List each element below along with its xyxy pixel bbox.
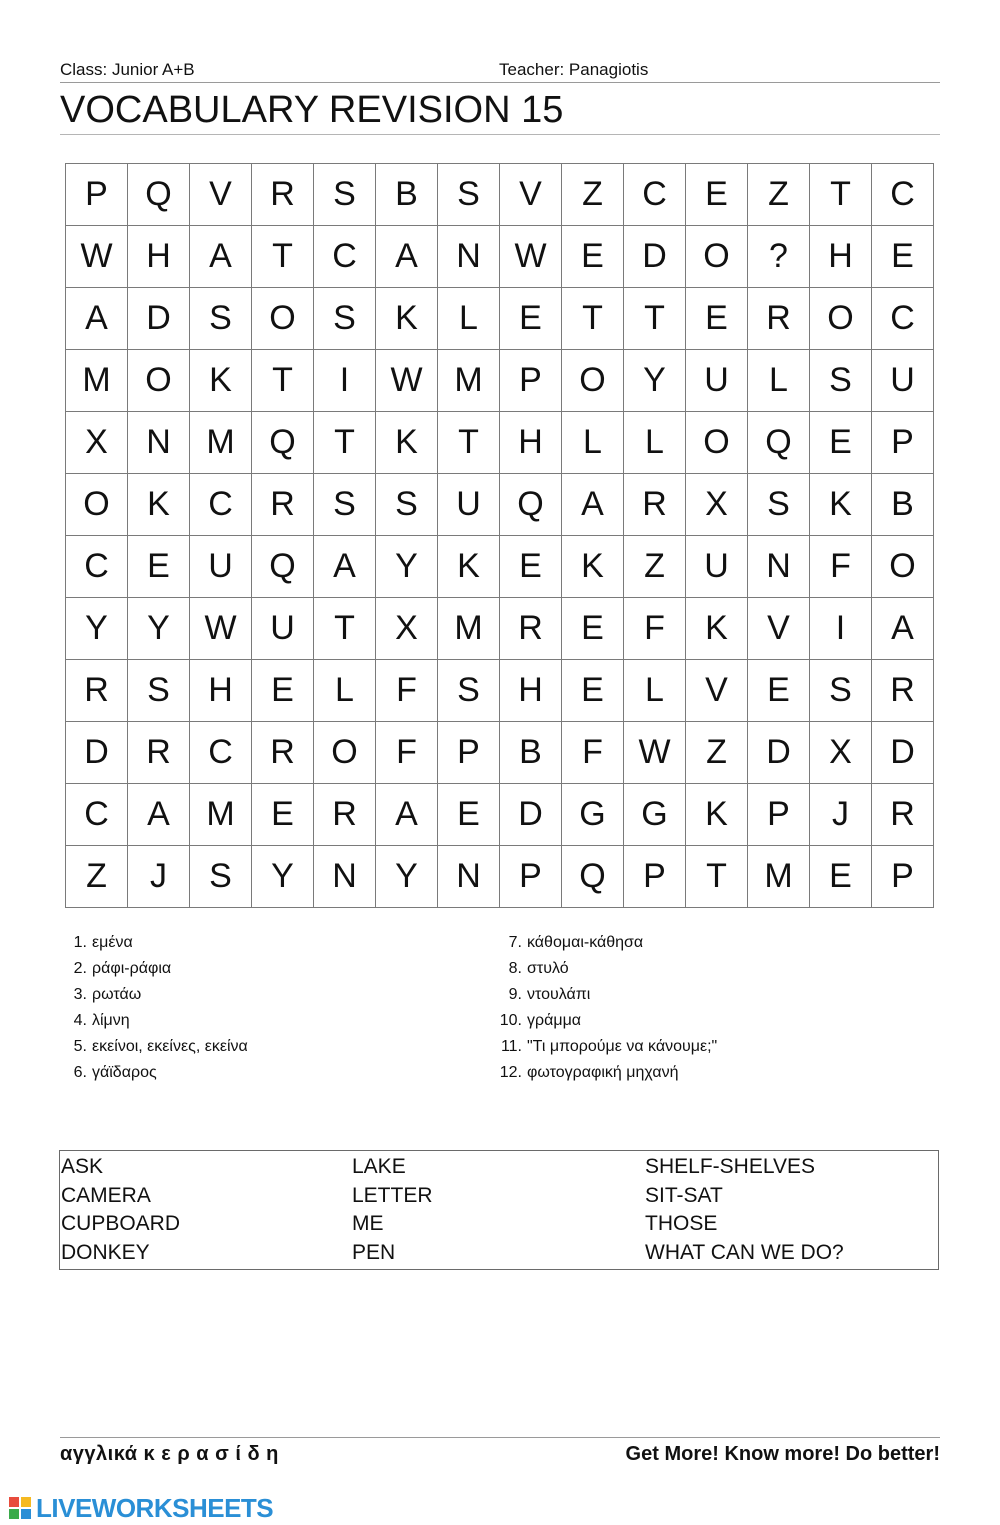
clue-number: 8. bbox=[508, 960, 522, 977]
grid-cell[interactable]: T bbox=[252, 350, 314, 412]
grid-cell[interactable]: S bbox=[190, 846, 252, 908]
clue-number: 5. bbox=[73, 1038, 87, 1055]
grid-cell[interactable]: F bbox=[376, 722, 438, 784]
grid-cell[interactable]: K bbox=[686, 784, 748, 846]
grid-cell[interactable]: A bbox=[872, 598, 934, 660]
grid-cell[interactable]: P bbox=[438, 722, 500, 784]
grid-cell[interactable]: W bbox=[66, 226, 128, 288]
grid-row bbox=[66, 474, 934, 536]
grid-cell[interactable]: F bbox=[810, 536, 872, 598]
grid-cell[interactable]: K bbox=[376, 412, 438, 474]
grid-cell[interactable]: O bbox=[562, 350, 624, 412]
word-bank-word: DONKEY bbox=[61, 1240, 150, 1264]
grid-cell[interactable]: P bbox=[66, 164, 128, 226]
grid-cell[interactable]: R bbox=[252, 474, 314, 536]
grid-cell[interactable]: S bbox=[314, 474, 376, 536]
grid-row bbox=[66, 846, 934, 908]
grid-cell[interactable]: H bbox=[810, 226, 872, 288]
word-bank-column bbox=[645, 1153, 844, 1267]
grid-cell[interactable]: P bbox=[624, 846, 686, 908]
liveworksheets-logo-icon bbox=[8, 1496, 32, 1520]
grid-cell[interactable]: D bbox=[66, 722, 128, 784]
clue-item bbox=[65, 1060, 248, 1086]
grid-cell[interactable]: E bbox=[500, 536, 562, 598]
grid-cell[interactable]: C bbox=[872, 164, 934, 226]
grid-cell[interactable]: Y bbox=[376, 536, 438, 598]
clue-text: λίμνη bbox=[92, 1012, 130, 1029]
grid-cell[interactable]: N bbox=[314, 846, 376, 908]
grid-cell[interactable]: K bbox=[438, 536, 500, 598]
grid-cell[interactable]: U bbox=[686, 350, 748, 412]
clue-item bbox=[500, 1008, 717, 1034]
grid-cell[interactable]: X bbox=[376, 598, 438, 660]
grid-cell[interactable]: C bbox=[66, 536, 128, 598]
grid-cell[interactable]: Z bbox=[562, 164, 624, 226]
grid-cell[interactable]: A bbox=[376, 226, 438, 288]
grid-cell[interactable]: E bbox=[686, 288, 748, 350]
footer-school-name: αγγλικά κ ε ρ α σ ί δ η bbox=[60, 1443, 279, 1465]
grid-cell[interactable]: L bbox=[624, 412, 686, 474]
grid-cell[interactable]: R bbox=[872, 660, 934, 722]
grid-cell[interactable]: O bbox=[252, 288, 314, 350]
grid-cell[interactable]: O bbox=[686, 226, 748, 288]
grid-cell[interactable]: Y bbox=[376, 846, 438, 908]
grid-cell[interactable]: F bbox=[376, 660, 438, 722]
worksheet-header bbox=[60, 60, 940, 83]
grid-cell[interactable]: R bbox=[872, 784, 934, 846]
clue-number: 4. bbox=[73, 1012, 87, 1029]
clue-text: εκείνοι, εκείνες, εκείνα bbox=[92, 1038, 248, 1055]
grid-cell[interactable]: P bbox=[500, 846, 562, 908]
grid-cell[interactable]: A bbox=[66, 288, 128, 350]
clue-text: ρωτάω bbox=[92, 986, 142, 1003]
word-bank-word: ME bbox=[352, 1212, 384, 1235]
grid-cell[interactable]: R bbox=[252, 722, 314, 784]
grid-cell[interactable]: C bbox=[190, 722, 252, 784]
grid-cell[interactable]: T bbox=[252, 226, 314, 288]
grid-cell[interactable]: C bbox=[624, 164, 686, 226]
grid-row bbox=[66, 722, 934, 784]
grid-cell[interactable]: A bbox=[314, 536, 376, 598]
grid-cell[interactable]: E bbox=[872, 226, 934, 288]
grid-row bbox=[66, 536, 934, 598]
grid-cell[interactable]: F bbox=[562, 722, 624, 784]
grid-cell[interactable]: E bbox=[438, 784, 500, 846]
clue-text: γάϊδαρος bbox=[92, 1064, 157, 1081]
grid-cell[interactable]: M bbox=[438, 350, 500, 412]
clue-item bbox=[500, 930, 717, 956]
grid-cell[interactable]: B bbox=[376, 164, 438, 226]
grid-cell[interactable]: N bbox=[438, 226, 500, 288]
clue-item bbox=[500, 1034, 717, 1060]
grid-row bbox=[66, 660, 934, 722]
grid-cell[interactable]: W bbox=[190, 598, 252, 660]
grid-cell[interactable]: E bbox=[252, 784, 314, 846]
grid-cell[interactable]: U bbox=[252, 598, 314, 660]
grid-cell[interactable]: D bbox=[748, 722, 810, 784]
grid-cell[interactable]: E bbox=[748, 660, 810, 722]
word-bank-column bbox=[352, 1153, 433, 1267]
grid-cell[interactable]: Z bbox=[624, 536, 686, 598]
grid-cell[interactable]: J bbox=[128, 846, 190, 908]
liveworksheets-logo[interactable] bbox=[8, 1493, 273, 1523]
clue-text: γράμμα bbox=[527, 1012, 582, 1029]
grid-cell[interactable]: S bbox=[810, 350, 872, 412]
clue-text: "Τι μπορούμε να κάνουμε;" bbox=[527, 1038, 718, 1055]
word-bank-word: CAMERA bbox=[61, 1183, 151, 1207]
word-bank-word: WHAT CAN WE DO? bbox=[645, 1240, 844, 1264]
grid-cell[interactable]: N bbox=[748, 536, 810, 598]
grid-cell[interactable]: L bbox=[748, 350, 810, 412]
clue-item bbox=[65, 1034, 248, 1060]
grid-cell[interactable]: T bbox=[562, 288, 624, 350]
grid-cell[interactable]: F bbox=[624, 598, 686, 660]
grid-row bbox=[66, 226, 934, 288]
grid-cell[interactable]: G bbox=[562, 784, 624, 846]
grid-cell[interactable]: Y bbox=[128, 598, 190, 660]
clue-number: 10. bbox=[499, 1012, 522, 1029]
clue-item bbox=[65, 930, 248, 956]
grid-cell[interactable]: P bbox=[748, 784, 810, 846]
clue-text: στυλό bbox=[527, 960, 569, 977]
grid-cell[interactable]: M bbox=[438, 598, 500, 660]
clue-text: ράφι-ράφια bbox=[92, 960, 172, 977]
teacher-label: Teacher: Panagiotis bbox=[499, 60, 649, 79]
grid-cell[interactable]: U bbox=[438, 474, 500, 536]
grid-cell[interactable]: E bbox=[128, 536, 190, 598]
grid-cell[interactable]: A bbox=[376, 784, 438, 846]
grid-cell[interactable]: Q bbox=[748, 412, 810, 474]
grid-cell[interactable]: T bbox=[314, 412, 376, 474]
class-label: Class: Junior A+B bbox=[60, 60, 195, 79]
clue-item bbox=[500, 956, 717, 982]
grid-cell[interactable]: E bbox=[562, 598, 624, 660]
grid-cell[interactable]: T bbox=[438, 412, 500, 474]
grid-cell[interactable]: Q bbox=[252, 536, 314, 598]
grid-cell[interactable]: O bbox=[872, 536, 934, 598]
grid-cell[interactable]: T bbox=[624, 288, 686, 350]
grid-cell[interactable]: A bbox=[128, 784, 190, 846]
clue-number: 12. bbox=[499, 1064, 522, 1081]
grid-cell[interactable]: Z bbox=[686, 722, 748, 784]
grid-cell[interactable]: S bbox=[438, 660, 500, 722]
footer bbox=[60, 1437, 940, 1472]
grid-cell[interactable]: Q bbox=[562, 846, 624, 908]
liveworksheets-logo-text: LIVEWORKSHEETS bbox=[36, 1492, 274, 1523]
clue-item bbox=[65, 982, 248, 1008]
grid-cell[interactable]: Y bbox=[624, 350, 686, 412]
grid-cell[interactable]: V bbox=[748, 598, 810, 660]
grid-cell[interactable]: L bbox=[314, 660, 376, 722]
grid-cell[interactable]: K bbox=[190, 350, 252, 412]
word-bank-word: LAKE bbox=[352, 1155, 406, 1178]
grid-cell[interactable]: G bbox=[624, 784, 686, 846]
grid-cell[interactable]: S bbox=[314, 164, 376, 226]
word-bank-word: PEN bbox=[352, 1240, 396, 1264]
grid-cell[interactable]: Q bbox=[500, 474, 562, 536]
grid-cell[interactable]: R bbox=[128, 722, 190, 784]
grid-cell[interactable]: S bbox=[810, 660, 872, 722]
grid-cell[interactable]: S bbox=[314, 288, 376, 350]
clue-number: 11. bbox=[500, 1038, 522, 1055]
grid-cell[interactable]: M bbox=[66, 350, 128, 412]
grid-cell[interactable]: E bbox=[810, 412, 872, 474]
grid-cell[interactable]: M bbox=[190, 412, 252, 474]
grid-cell[interactable]: O bbox=[128, 350, 190, 412]
grid-cell[interactable]: U bbox=[190, 536, 252, 598]
word-search-grid bbox=[65, 163, 934, 908]
grid-cell[interactable]: O bbox=[686, 412, 748, 474]
word-bank-column bbox=[61, 1153, 180, 1267]
grid-row bbox=[66, 288, 934, 350]
grid-cell[interactable]: K bbox=[810, 474, 872, 536]
grid-cell[interactable]: V bbox=[190, 164, 252, 226]
grid-cell[interactable]: H bbox=[500, 412, 562, 474]
clue-item bbox=[65, 956, 248, 982]
grid-cell[interactable]: V bbox=[500, 164, 562, 226]
clue-text: κάθομαι-κάθησα bbox=[527, 934, 644, 951]
word-bank-word: SHELF-SHELVES bbox=[645, 1155, 815, 1178]
grid-cell[interactable]: R bbox=[500, 598, 562, 660]
grid-cell[interactable]: E bbox=[562, 660, 624, 722]
word-bank-word: CUPBOARD bbox=[61, 1212, 181, 1235]
grid-cell[interactable]: S bbox=[748, 474, 810, 536]
grid-cell[interactable]: T bbox=[314, 598, 376, 660]
grid-cell[interactable]: R bbox=[748, 288, 810, 350]
grid-cell[interactable]: E bbox=[686, 164, 748, 226]
grid-cell[interactable]: O bbox=[810, 288, 872, 350]
clue-list-left bbox=[65, 930, 248, 1086]
grid-cell[interactable]: E bbox=[252, 660, 314, 722]
grid-cell[interactable]: Z bbox=[748, 164, 810, 226]
grid-cell[interactable]: D bbox=[128, 288, 190, 350]
grid-cell[interactable]: W bbox=[624, 722, 686, 784]
grid-cell[interactable]: U bbox=[872, 350, 934, 412]
grid-cell[interactable]: D bbox=[872, 722, 934, 784]
grid-row bbox=[66, 164, 934, 226]
grid-row bbox=[66, 350, 934, 412]
grid-cell[interactable]: C bbox=[872, 288, 934, 350]
grid-cell[interactable]: I bbox=[314, 350, 376, 412]
grid-cell[interactable]: O bbox=[314, 722, 376, 784]
clue-number: 1. bbox=[73, 934, 87, 951]
grid-cell[interactable]: P bbox=[872, 846, 934, 908]
grid-cell[interactable]: X bbox=[810, 722, 872, 784]
footer-motto: Get More! Know more! Do better! bbox=[625, 1443, 940, 1465]
grid-cell[interactable]: C bbox=[314, 226, 376, 288]
clue-list-right bbox=[500, 930, 717, 1086]
grid-cell[interactable]: P bbox=[872, 412, 934, 474]
clue-item bbox=[65, 1008, 248, 1034]
grid-cell[interactable]: V bbox=[686, 660, 748, 722]
clue-text: εμένα bbox=[92, 934, 133, 951]
clue-text: ντουλάπι bbox=[527, 986, 591, 1003]
clue-number: 2. bbox=[73, 960, 87, 977]
grid-cell[interactable]: A bbox=[190, 226, 252, 288]
grid-cell[interactable]: B bbox=[500, 722, 562, 784]
grid-cell[interactable]: Y bbox=[252, 846, 314, 908]
grid-cell[interactable]: H bbox=[190, 660, 252, 722]
word-bank-word: ASK bbox=[61, 1155, 104, 1178]
grid-cell[interactable]: Y bbox=[66, 598, 128, 660]
grid-cell[interactable]: Z bbox=[66, 846, 128, 908]
clue-item bbox=[500, 982, 717, 1008]
grid-cell[interactable]: R bbox=[66, 660, 128, 722]
grid-cell[interactable]: D bbox=[624, 226, 686, 288]
grid-cell[interactable]: ? bbox=[748, 226, 810, 288]
grid-cell[interactable]: K bbox=[562, 536, 624, 598]
grid-cell[interactable]: T bbox=[810, 164, 872, 226]
word-bank-word: THOSE bbox=[645, 1212, 718, 1235]
grid-cell[interactable]: C bbox=[66, 784, 128, 846]
grid-cell[interactable]: S bbox=[438, 164, 500, 226]
grid-cell[interactable]: H bbox=[128, 226, 190, 288]
grid-row bbox=[66, 598, 934, 660]
word-bank-word: SIT-SAT bbox=[645, 1183, 723, 1207]
grid-cell[interactable]: K bbox=[376, 288, 438, 350]
clue-text: φωτογραφική μηχανή bbox=[527, 1064, 679, 1081]
grid-row bbox=[66, 784, 934, 846]
grid-cell[interactable]: R bbox=[624, 474, 686, 536]
grid-cell[interactable]: R bbox=[314, 784, 376, 846]
grid-cell[interactable]: M bbox=[190, 784, 252, 846]
grid-cell[interactable]: S bbox=[190, 288, 252, 350]
grid-cell[interactable]: N bbox=[128, 412, 190, 474]
grid-cell[interactable]: J bbox=[810, 784, 872, 846]
grid-cell[interactable]: W bbox=[500, 226, 562, 288]
clue-item bbox=[500, 1060, 717, 1086]
grid-cell[interactable]: O bbox=[66, 474, 128, 536]
grid-cell[interactable]: K bbox=[128, 474, 190, 536]
clue-number: 6. bbox=[73, 1064, 87, 1081]
grid-cell[interactable]: A bbox=[562, 474, 624, 536]
grid-cell[interactable]: S bbox=[128, 660, 190, 722]
clue-number: 3. bbox=[73, 986, 87, 1003]
word-bank-word: LETTER bbox=[352, 1183, 433, 1207]
grid-cell[interactable]: N bbox=[438, 846, 500, 908]
grid-cell[interactable]: R bbox=[252, 164, 314, 226]
grid-cell[interactable]: E bbox=[810, 846, 872, 908]
grid-cell[interactable]: X bbox=[66, 412, 128, 474]
grid-row bbox=[66, 412, 934, 474]
grid-cell[interactable]: E bbox=[562, 226, 624, 288]
word-bank bbox=[59, 1150, 939, 1270]
grid-cell[interactable]: T bbox=[686, 846, 748, 908]
grid-cell[interactable]: C bbox=[190, 474, 252, 536]
grid-cell[interactable]: K bbox=[686, 598, 748, 660]
grid-cell[interactable]: W bbox=[376, 350, 438, 412]
grid-cell[interactable]: E bbox=[500, 288, 562, 350]
grid-cell[interactable]: S bbox=[376, 474, 438, 536]
grid-cell[interactable]: B bbox=[872, 474, 934, 536]
grid-cell[interactable]: I bbox=[810, 598, 872, 660]
grid-cell[interactable]: H bbox=[500, 660, 562, 722]
grid-cell[interactable]: L bbox=[562, 412, 624, 474]
clue-number: 9. bbox=[508, 986, 522, 1003]
grid-cell[interactable]: L bbox=[624, 660, 686, 722]
clue-number: 7. bbox=[508, 934, 522, 951]
grid-cell[interactable]: Q bbox=[252, 412, 314, 474]
grid-cell[interactable]: U bbox=[686, 536, 748, 598]
grid-cell[interactable]: D bbox=[500, 784, 562, 846]
page-title: VOCABULARY REVISION 15 bbox=[60, 86, 940, 135]
grid-cell[interactable]: M bbox=[748, 846, 810, 908]
grid-cell[interactable]: Q bbox=[128, 164, 190, 226]
grid-cell[interactable]: X bbox=[686, 474, 748, 536]
grid-cell[interactable]: P bbox=[500, 350, 562, 412]
grid-cell[interactable]: L bbox=[438, 288, 500, 350]
